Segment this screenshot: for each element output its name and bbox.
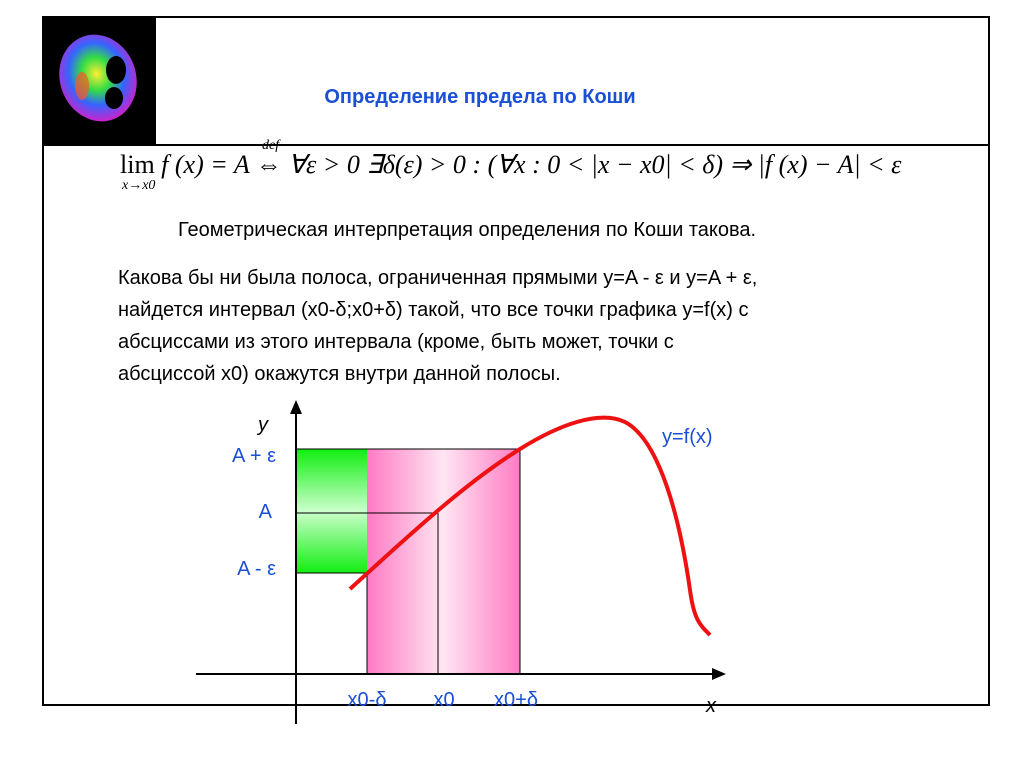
y-tick-label: A xyxy=(258,501,272,523)
x-axis-label: x xyxy=(706,695,716,717)
def-annotation: def xyxy=(262,138,280,153)
y-axis-arrow xyxy=(290,400,302,414)
paragraph-line: абсциссами из этого интервала (кроме, быть может, точки с xyxy=(118,331,674,353)
y-tick-label: A - ε xyxy=(237,558,276,580)
x-tick-label: x0-δ xyxy=(347,689,387,711)
slide-title: Определение предела по Коши xyxy=(324,86,636,108)
paragraph-line: абсциссой x0) окажутся внутри данной полосы. xyxy=(118,363,561,385)
geo-sentence: Геометрическая интерпретация определения по Коши такова. xyxy=(178,219,757,241)
curve-label: y=f(x) xyxy=(662,426,713,448)
paragraph-line: найдется интервал (x0-δ;x0+δ) такой, что все точки графика y=f(x) с xyxy=(118,299,749,321)
formula-body: f (x) = A ⇔ ∀ε > 0 ∃δ(ε) > 0 : (∀x : 0 < |x − x0| < δ) ⇒ |f (x) − A| < ε xyxy=(161,150,902,179)
y-tick-label: A + ε xyxy=(232,445,276,467)
paragraph-line: Какова бы ни была полоса, ограниченная прямыми y=A - ε и y=A + ε, xyxy=(118,267,758,289)
lim-subscript: x→x0 xyxy=(122,178,156,193)
x-tick-label: x0+δ xyxy=(494,689,538,711)
x-axis-arrow xyxy=(712,668,726,680)
pink-band xyxy=(367,449,520,674)
x-tick-label: x0 xyxy=(433,689,455,711)
lim-operator: lim x→x0 xyxy=(120,150,156,193)
y-axis-label: y xyxy=(258,414,268,436)
